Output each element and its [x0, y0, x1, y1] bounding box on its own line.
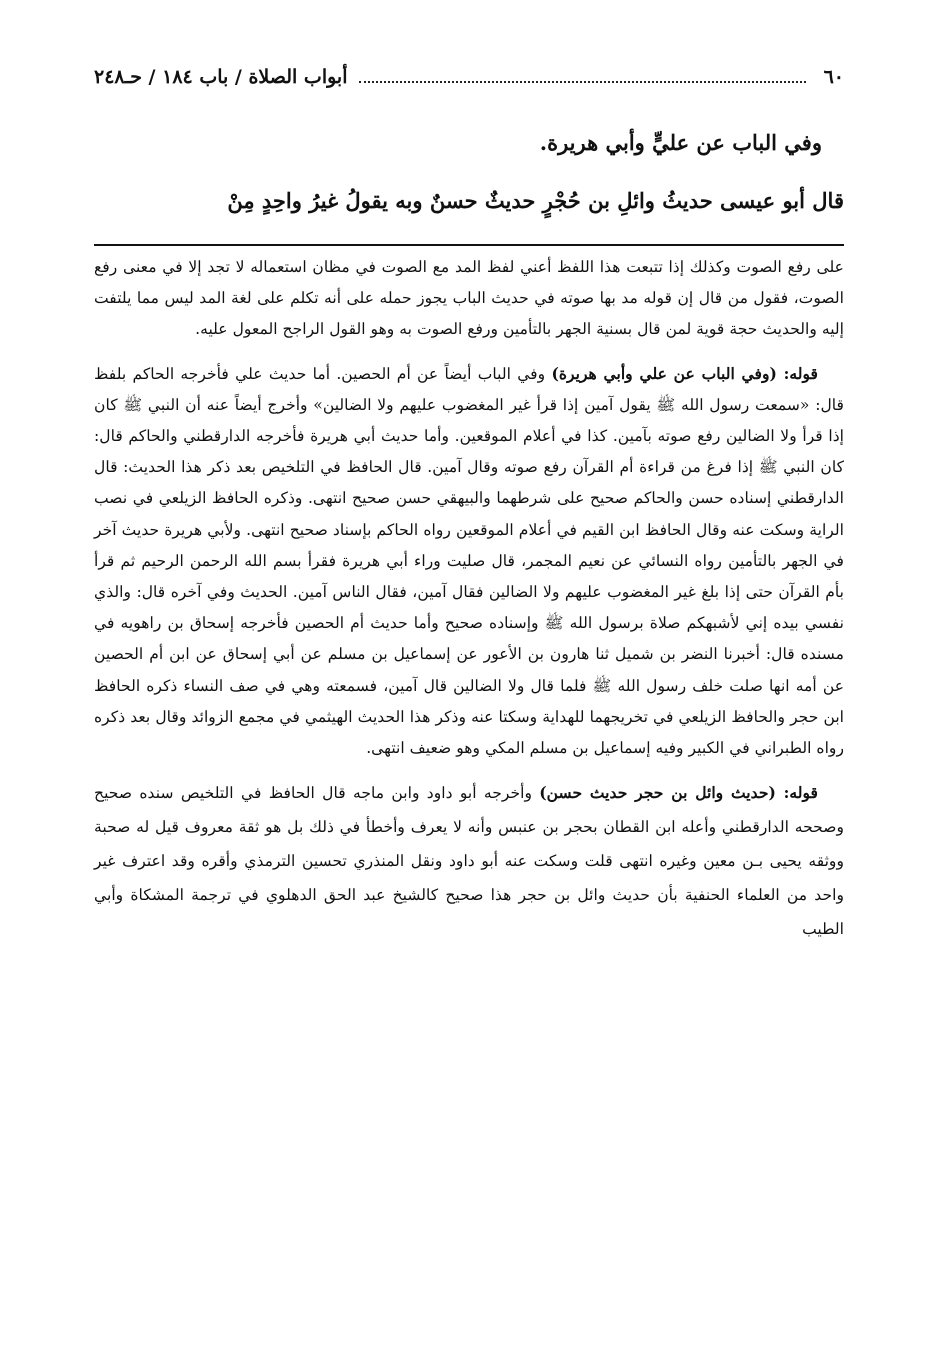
hadith-line-2: قال أبو عيسى حديثُ وائلِ بن حُجْرٍ حديثٌ حسنٌ وبه يقولُ غيرُ واحِدٍ مِنْ — [227, 188, 844, 213]
dotted-leader — [359, 81, 805, 83]
running-title: أبواب الصلاة / باب ١٨٤ / حـ٢٤٨ — [94, 66, 348, 88]
running-header — [94, 60, 844, 94]
quoted-lemma-2: قوله: (حديث وائل بن حجر حديث حسن) — [539, 783, 818, 803]
quoted-lemma-1: قوله: (وفي الباب عن علي وأبي هريرة) — [551, 363, 819, 383]
separator-rule — [94, 244, 844, 246]
commentary-paragraph-1: على رفع الصوت وكذلك إذا تتبعت هذا اللفظ أعني لفظ المد مع الصوت في مظان استعماله لا تجد إلا في معنى رفع الصوت، فقول من قال إن قوله مد بها صوته في حديث الباب يجوز حمله على أنه تكلم على لغة المد ليس مما يلتفت إليه والحديث حجة قوية لمن قال بسنية الجهر بالتأمين ورفع الصوت به وهو القول الراجح المعول عليه. — [94, 258, 844, 339]
hadith-line-1: وفي الباب عن عليٍّ وأبي هريرة. — [539, 130, 822, 155]
commentary-paragraph-3 — [94, 776, 844, 946]
commentary-paragraph-3-body: وأخرجه أبو داود وابن ماجه قال الحافظ في التلخيص سنده صحيح وصححه الدارقطني وأعله ابن القطان بحجر بن عنبس وأنه لا يعرف وأخطأ في ذلك بل هو ثقة معروف قيل له صحبة ووثقه يحيى بـن معين وغيره انتهى قلت وسكت عنه أبو داود ونقل المنذري تحسين الترمذي وأقره وقد اعترف غير واحد من العلماء الحنفية بأن حديث وائل بن حجر هذا صحيح كالشيخ عبد الحق الدهلوي في ترجمة المشكاة وأبي الطيب — [94, 784, 844, 939]
commentary-paragraph-2 — [94, 358, 844, 765]
commentary — [94, 252, 844, 946]
commentary-paragraph-2-body: وفي الباب أيضاً عن أم الحصين. أما حديث علي فأخرجه الحاكم بلفظ قال: «سمعت رسول الله ﷺ يقول آمين إذا قرأ غير المغضوب عليهم ولا الضالين» وأخرج أيضاً عنه أن النبي ﷺ كان إذا قرأ ولا الضالين رفع صوته بآمين. كذا في أعلام الموقعين. وأما حديث أبي هريرة فأخرجه الدارقطني والحاكم قال: كان النبي ﷺ إذا فرغ من قراءة أم القرآن رفع صوته وقال آمين. قال الحافظ في التلخيص بعد ذكر هذا الحديث: قال الدارقطني إسناده حسن والحاكم صحيح على شرطهما والبيهقي حسن صحيح انتهى. وذكره الحافظ الزيلعي في نصب الراية وسكت عنه وقال الحافظ ابن القيم في أعلام الموقعين رواه الحاكم بإسناد صحيح انتهى. ولأبي هريرة حديث آخر في الجهر بالتأمين رواه النسائي عن نعيم المجمر، قال صليت وراء أبي هريرة فقرأ بسم الله الرحمن الرحيم ثم قرأ بأم القرآن حتى إذا بلغ غير المغضوب عليهم ولا الضالين فقال آمين، فقال الناس آمين. الحديث وفي آخره قال: والذي نفسي بيده إني لأشبهكم صلاة برسول الله ﷺ وإسناده صحيح وأما حديث أم الحصين فأخرجه إسحاق بن راهويه في مسنده قال: أخبرنا النضر بن شميل ثنا هارون بن الأعور عن إسماعيل بن مسلم عن أبي إسحاق عن ابن أم الحصين عن أمه انها صلت خلف رسول الله ﷺ فلما قال ولا الضالين قال آمين، فسمعته وهي في صف النساء ذكره الحافظ ابن حجر والحافظ الزيلعي في تخريجهما للهداية وسكتا عنه وذكر هذا الحديث الهيثمي في مجمع الزوائد وقال بعد ذكره رواه الطبراني في الكبير وفيه إسماعيل بن مسلم المكي وهو ضعيف انتهى. — [94, 364, 844, 758]
hadith-text — [94, 114, 844, 230]
page-number: ٦٠ — [823, 66, 844, 88]
